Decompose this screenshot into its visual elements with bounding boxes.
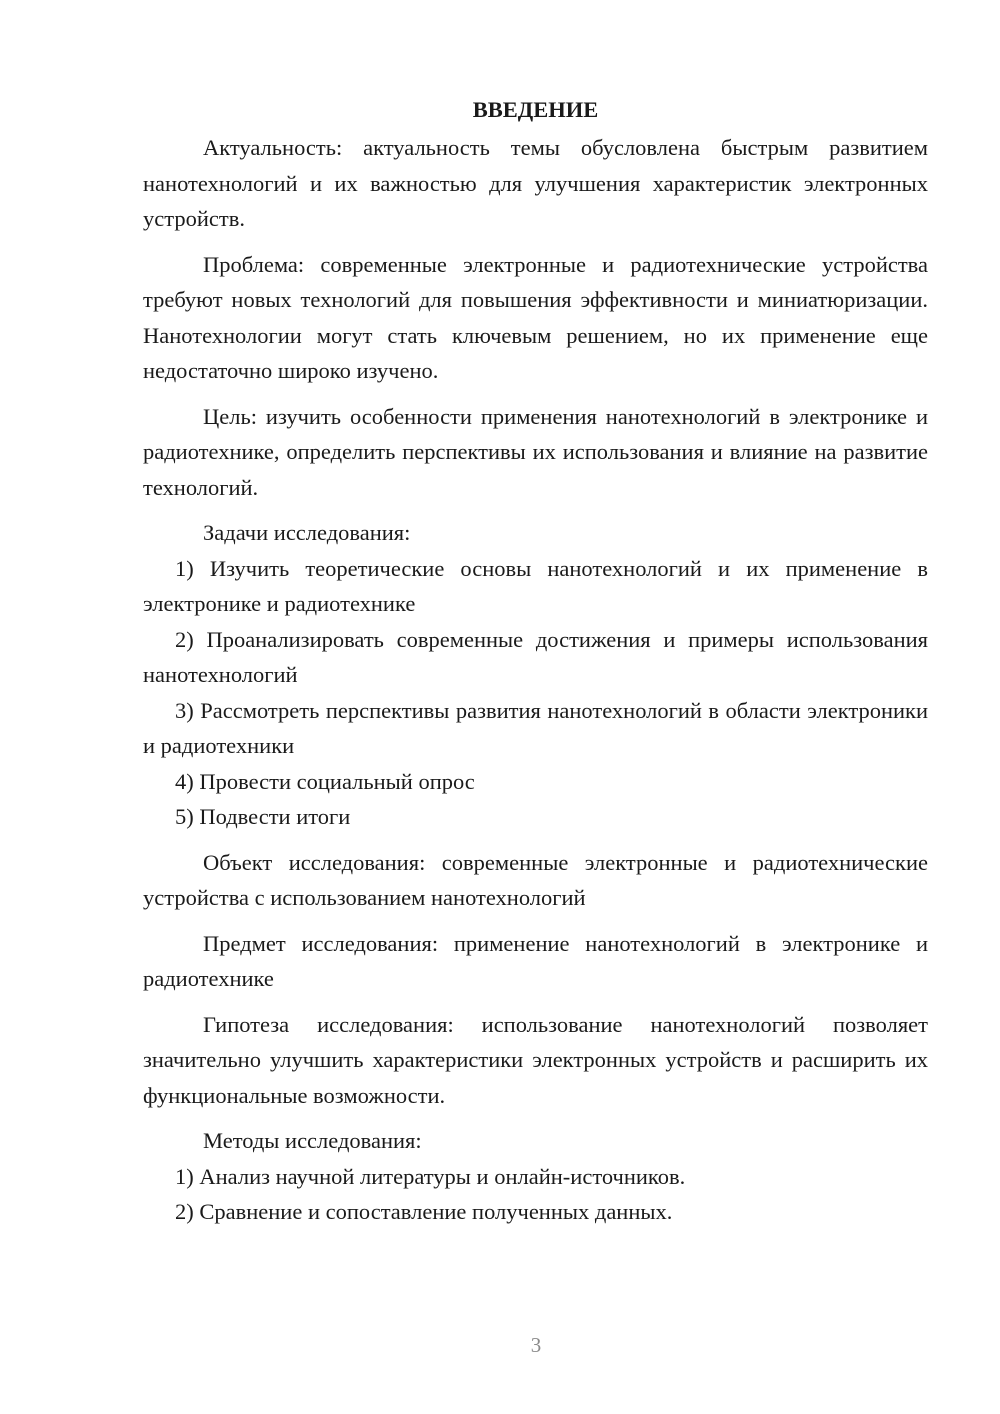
page-content <box>143 92 928 1230</box>
task-item-5: 5) Подвести итоги <box>175 804 351 829</box>
method-item-1: 1) Анализ научной литературы и онлайн-источников. <box>175 1163 686 1189</box>
object-paragraph: Объект исследования: современные электронные и радиотехнические устройства с использованием нанотехнологий <box>143 849 928 910</box>
method-item-2: 2) Сравнение и сопоставление полученных данных. <box>175 1199 673 1224</box>
task-item-2: 2) Проанализировать современные достижения и примеры использования нанотехнологий <box>143 626 928 687</box>
goal-paragraph: Цель: изучить особенности применения нанотехнологий в электронике и радиотехнике, определить перспективы их использования и влияние на развитие технологий. <box>143 403 928 500</box>
task-item-3: 3) Рассмотреть перспективы развития нанотехнологий в области электроники и радиотехники <box>143 697 928 758</box>
problem-paragraph: Проблема: современные электронные и радиотехнические устройства требуют новых технологий для повышения эффективности и миниатюризации. Нанотехнологии могут стать ключевым решением, но их применение еще недостаточно широко изучено. <box>143 251 928 383</box>
methods-heading: Методы исследования: <box>203 1128 422 1153</box>
task-item-4: 4) Провести социальный опрос <box>175 768 475 794</box>
task-item-1: 1) Изучить теоретические основы нанотехнологий и их применение в электронике и радиотехнике <box>143 555 928 616</box>
page-title: ВВЕДЕНИЕ <box>472 97 599 122</box>
tasks-heading: Задачи исследования: <box>203 520 411 545</box>
relevance-paragraph: Актуальность: актуальность темы обусловлена быстрым развитием нанотехнологий и их важностью для улучшения характеристик электронных устройств. <box>143 135 928 231</box>
hypothesis-paragraph: Гипотеза исследования: использование нанотехнологий позволяет значительно улучшить характеристики электронных устройств и расширить их функциональные возможности. <box>143 1011 928 1108</box>
subject-paragraph: Предмет исследования: применение нанотехнологий в электронике и радиотехнике <box>143 930 928 991</box>
page-number: 3 <box>530 1333 542 1357</box>
